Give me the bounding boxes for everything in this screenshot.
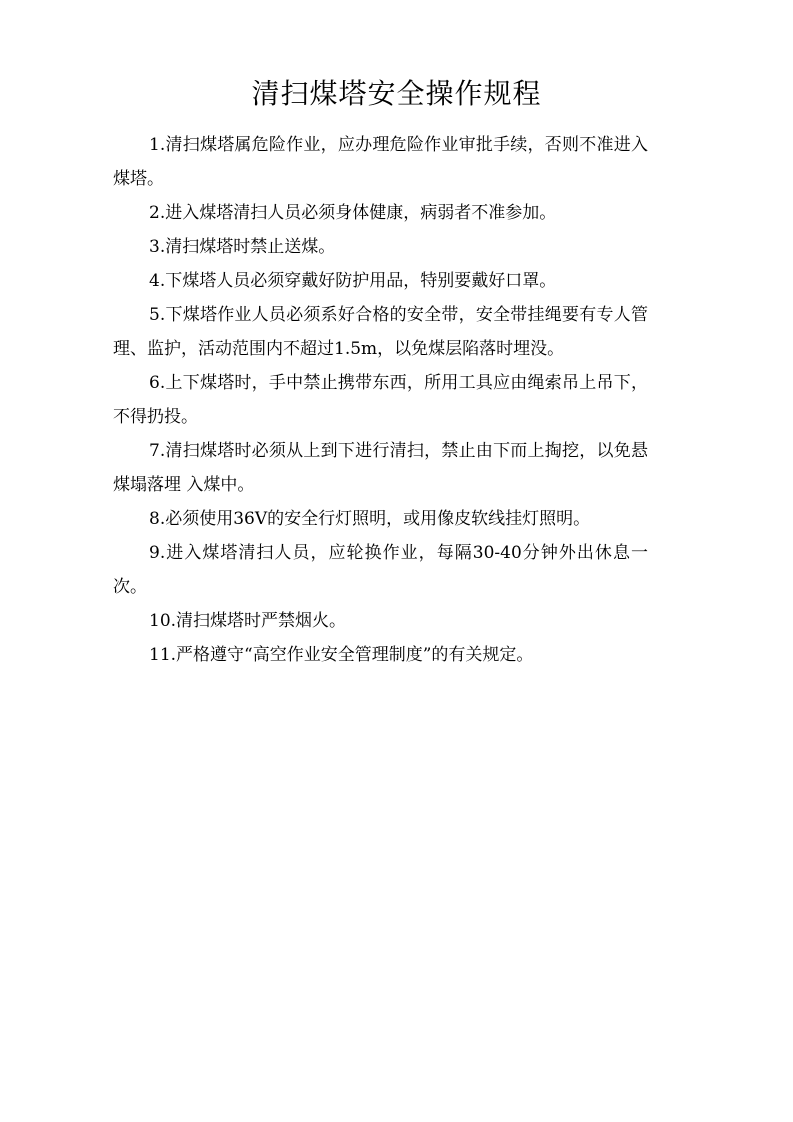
rule-10: 10.清扫煤塔时严禁烟火。 (149, 611, 347, 631)
rule-9: 9.进入煤塔清扫人员，应轮换作业，每隔30-40分钟外出休息一次。 (113, 543, 648, 597)
rule-2: 2.进入煤塔清扫人员必须身体健康，病弱者不准参加。 (149, 203, 557, 223)
document-body (113, 128, 648, 672)
rule-11: 11.严格遵守“高空作业安全管理制度”的有关规定。 (149, 645, 534, 665)
document-title: 清扫煤塔安全操作规程 (251, 77, 542, 110)
rule-1: 1.清扫煤塔属危险作业，应办理危险作业审批手续，否则不准进入煤塔。 (113, 135, 648, 189)
rule-6: 6.上下煤塔时，手中禁止携带东西，所用工具应由绳索吊上吊下，不得扔投。 (113, 373, 648, 427)
rule-7: 7.清扫煤塔时必须从上到下进行清扫，禁止由下而上掏挖，以免悬煤塌落埋 入煤中。 (113, 441, 648, 495)
rule-5: 5.下煤塔作业人员必须系好合格的安全带，安全带挂绳要有专人管理、监护，活动范围内不超过1.5m，以免煤层陷落时埋没。 (113, 305, 648, 359)
rule-3: 3.清扫煤塔时禁止送煤。 (149, 237, 336, 257)
rule-4: 4.下煤塔人员必须穿戴好防护用品，特别要戴好口罩。 (149, 271, 557, 291)
rule-8: 8.必须使用36V的安全行灯照明，或用像皮软线挂灯照明。 (149, 509, 591, 529)
